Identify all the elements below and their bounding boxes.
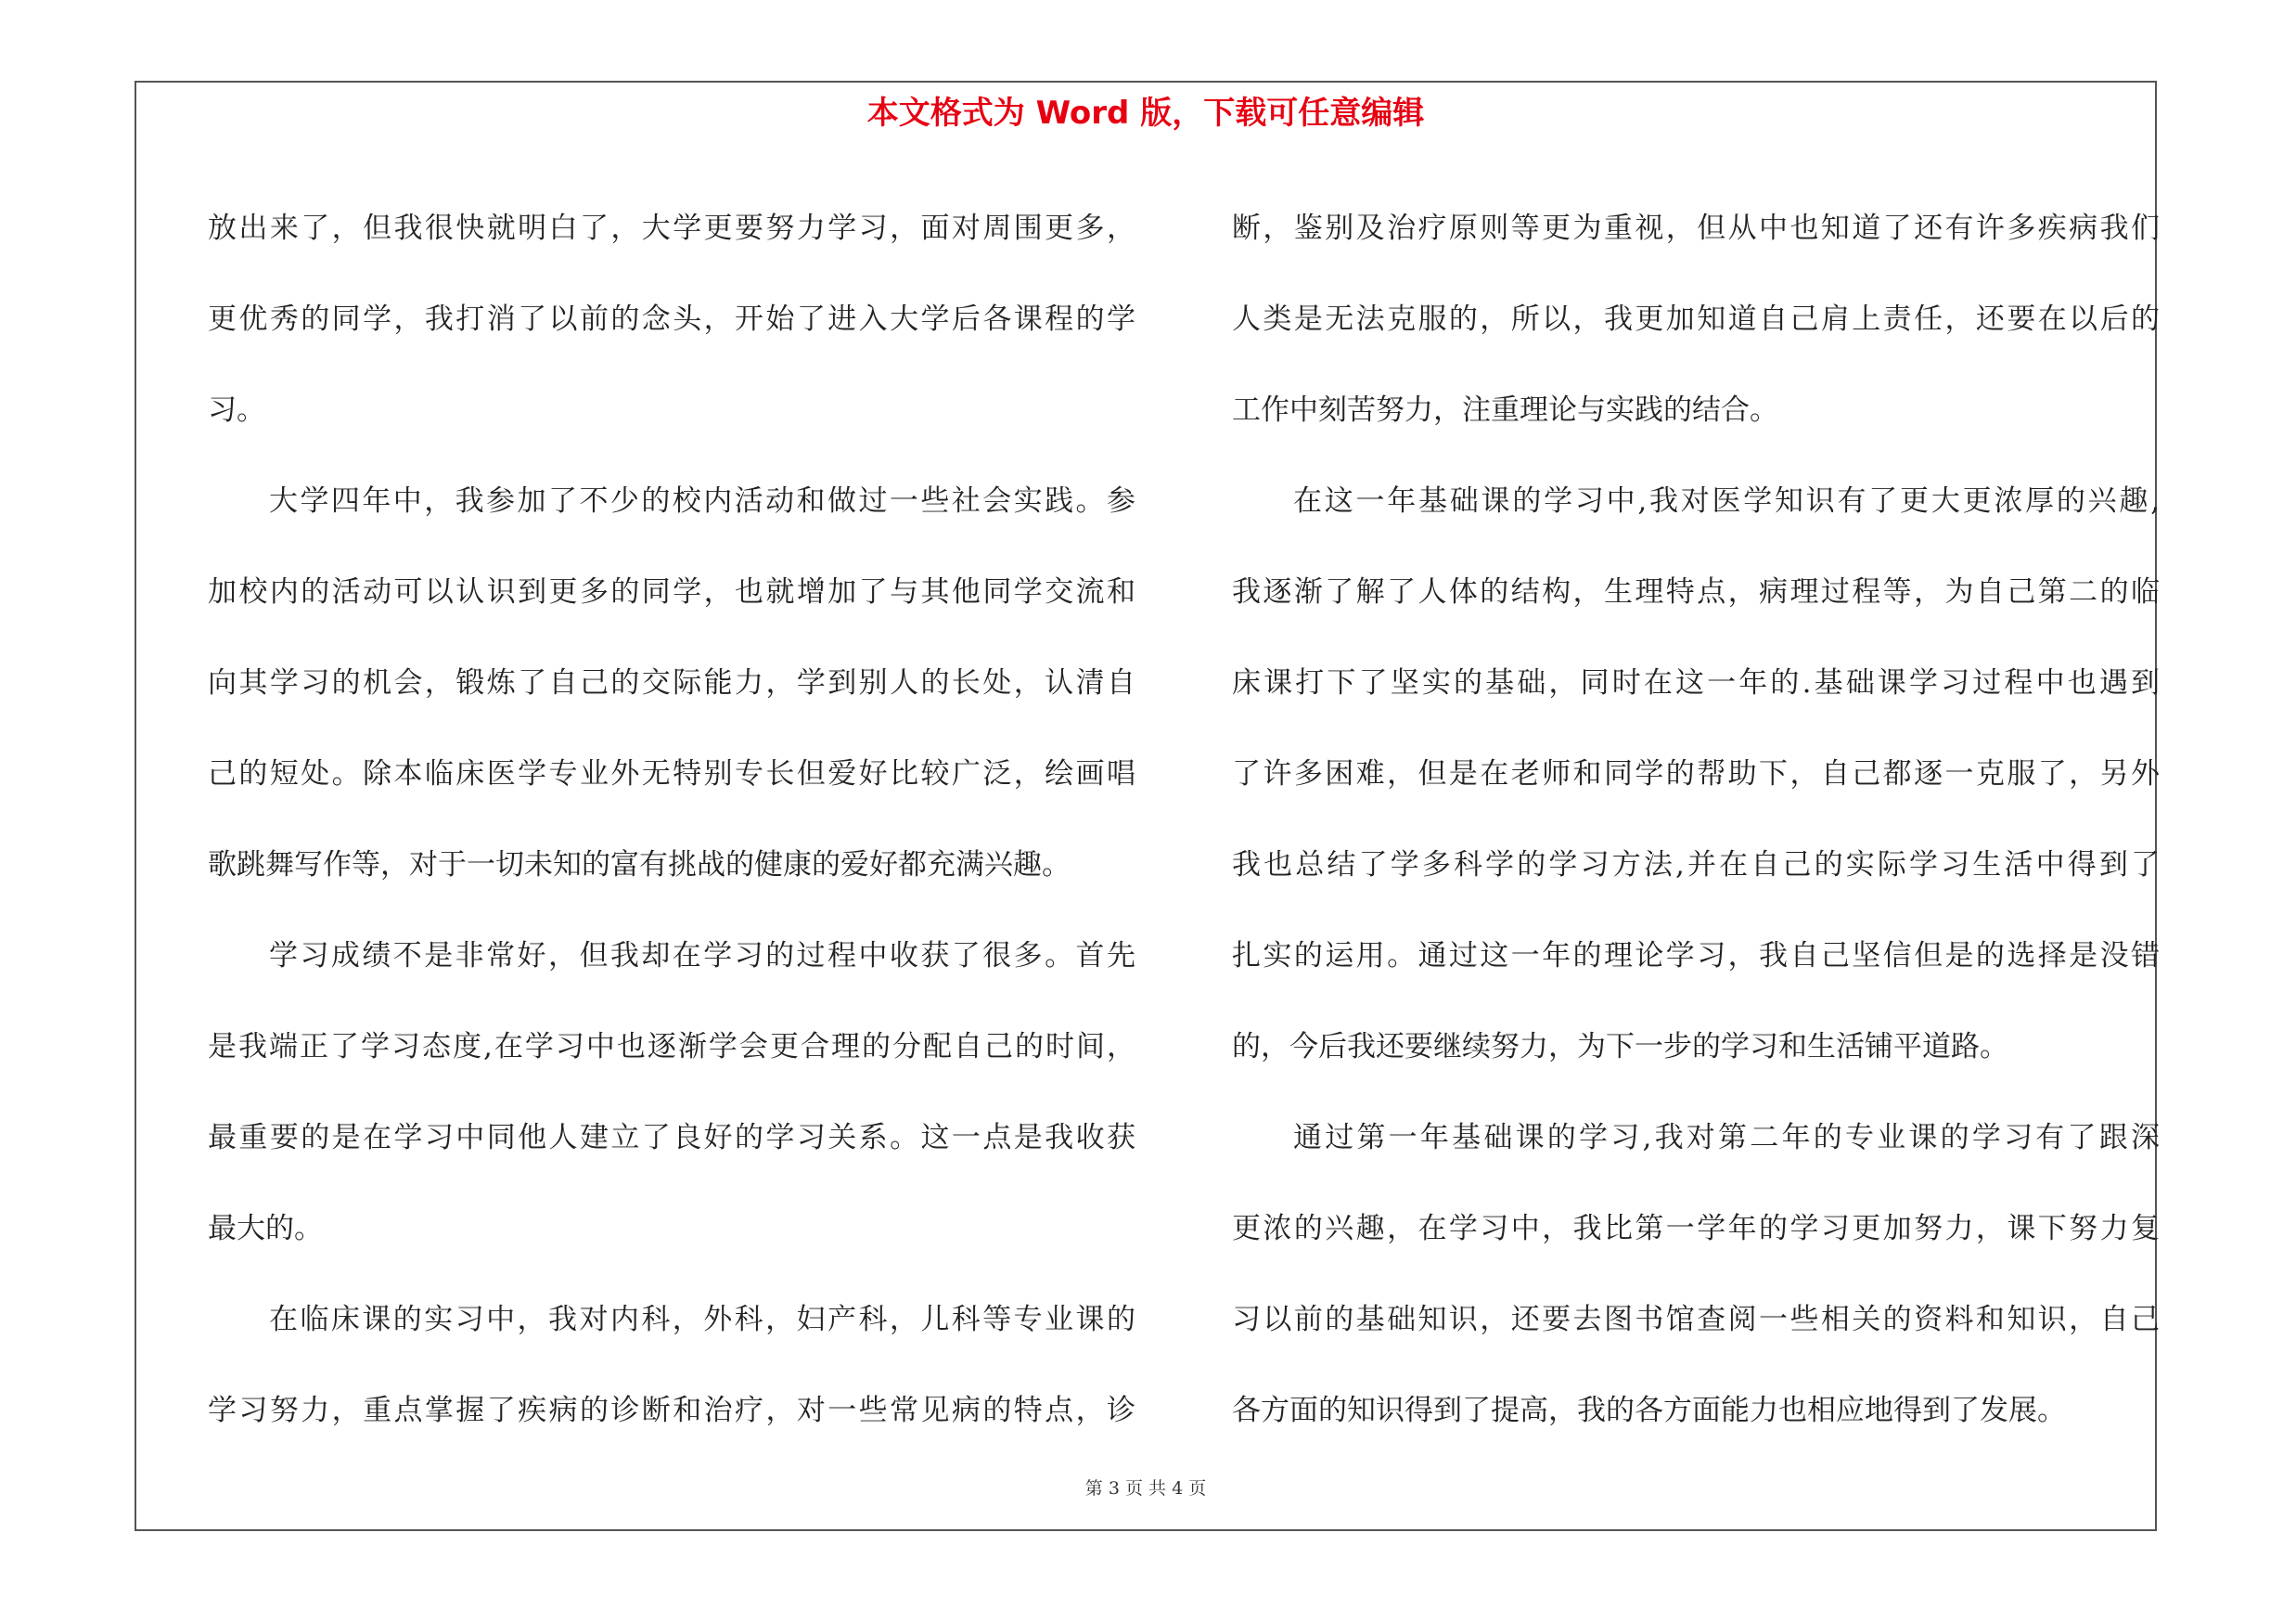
paragraph xyxy=(208,183,1135,456)
text-line: 我也总结了学多科学的学习方法,并在自己的实际学习生活中得到了 xyxy=(1232,848,2160,882)
text-line: 在这一年基础课的学习中,我对医学知识有了更大更浓厚的兴趣, xyxy=(1293,484,2160,518)
text-line: 习以前的基础知识，还要去图书馆查阅一些相关的资料和知识，自己 xyxy=(1232,1303,2160,1336)
text-line: 更浓的兴趣，在学习中，我比第一学年的学习更加努力，课下努力复 xyxy=(1232,1212,2160,1245)
text-line: 更优秀的同学，我打消了以前的念头，开始了进入大学后各课程的学 xyxy=(208,303,1135,336)
paragraph xyxy=(1232,456,2160,1092)
text-line: 工作中刻苦努力，注重理论与实践的结合。 xyxy=(1232,393,1778,427)
paragraph xyxy=(208,1274,1135,1456)
word-format-banner: 本文格式为 Word 版，下载可任意编辑 xyxy=(866,95,1425,132)
text-line: 在临床课的实习中，我对内科，外科，妇产科，儿科等专业课的 xyxy=(269,1303,1135,1336)
text-line: 床课打下了坚实的基础，同时在这一年的.基础课学习过程中也遇到 xyxy=(1232,666,2160,700)
text-line: 最大的。 xyxy=(208,1212,323,1245)
right-column xyxy=(1232,183,2160,1456)
footer-mid: 页 共 xyxy=(1124,1478,1167,1499)
text-line: 习。 xyxy=(208,393,265,427)
footer-total-pages: 4 xyxy=(1172,1478,1184,1499)
footer-suffix: 页 xyxy=(1188,1478,1207,1499)
text-line: 通过第一年基础课的学习,我对第二年的专业课的学习有了跟深 xyxy=(1293,1121,2160,1154)
text-line: 各方面的知识得到了提高，我的各方面能力也相应地得到了发展。 xyxy=(1232,1394,2066,1427)
text-line: 扎实的运用。通过这一年的理论学习，我自己坚信但是的选择是没错 xyxy=(1232,939,2160,973)
text-line: 向其学习的机会，锻炼了自己的交际能力，学到别人的长处，认清自 xyxy=(208,666,1135,700)
text-line: 是我端正了学习态度,在学习中也逐渐学会更合理的分配自己的时间， xyxy=(208,1030,1135,1063)
text-line: 加校内的活动可以认识到更多的同学，也就增加了与其他同学交流和 xyxy=(208,575,1135,609)
text-line: 最重要的是在学习中同他人建立了良好的学习关系。这一点是我收获 xyxy=(208,1121,1135,1154)
text-line: 己的短处。除本临床医学专业外无特别专长但爱好比较广泛，绘画唱 xyxy=(208,757,1135,791)
text-line: 了许多困难，但是在老师和同学的帮助下，自己都逐一克服了，另外 xyxy=(1232,757,2160,791)
paragraph xyxy=(1232,1092,2160,1456)
text-line: 大学四年中，我参加了不少的校内活动和做过一些社会实践。参 xyxy=(269,484,1135,518)
text-line: 学习努力，重点掌握了疾病的诊断和治疗，对一些常见病的特点，诊 xyxy=(208,1394,1135,1427)
left-column xyxy=(208,183,1135,1456)
text-line: 学习成绩不是非常好，但我却在学习的过程中收获了很多。首先 xyxy=(269,939,1135,973)
paragraph xyxy=(208,910,1135,1274)
paragraph xyxy=(208,456,1135,910)
text-line: 放出来了，但我很快就明白了，大学更要努力学习，面对周围更多， xyxy=(208,212,1135,245)
document-page xyxy=(135,81,2160,1531)
text-line: 断，鉴别及治疗原则等更为重视，但从中也知道了还有许多疾病我们 xyxy=(1232,212,2160,245)
footer-prefix: 第 xyxy=(1084,1478,1103,1499)
text-line: 歌跳舞写作等，对于一切未知的富有挑战的健康的爱好都充满兴趣。 xyxy=(208,848,1071,882)
page-footer xyxy=(136,1475,2155,1500)
text-line: 我逐渐了解了人体的结构，生理特点，病理过程等，为自己第二的临 xyxy=(1232,575,2160,609)
text-line: 的，今后我还要继续努力，为下一步的学习和生活铺平道路。 xyxy=(1232,1030,2008,1063)
text-line: 人类是无法克服的，所以，我更加知道自己肩上责任，还要在以后的 xyxy=(1232,303,2160,336)
paragraph xyxy=(1232,183,2160,456)
footer-page-number: 3 xyxy=(1108,1478,1120,1499)
